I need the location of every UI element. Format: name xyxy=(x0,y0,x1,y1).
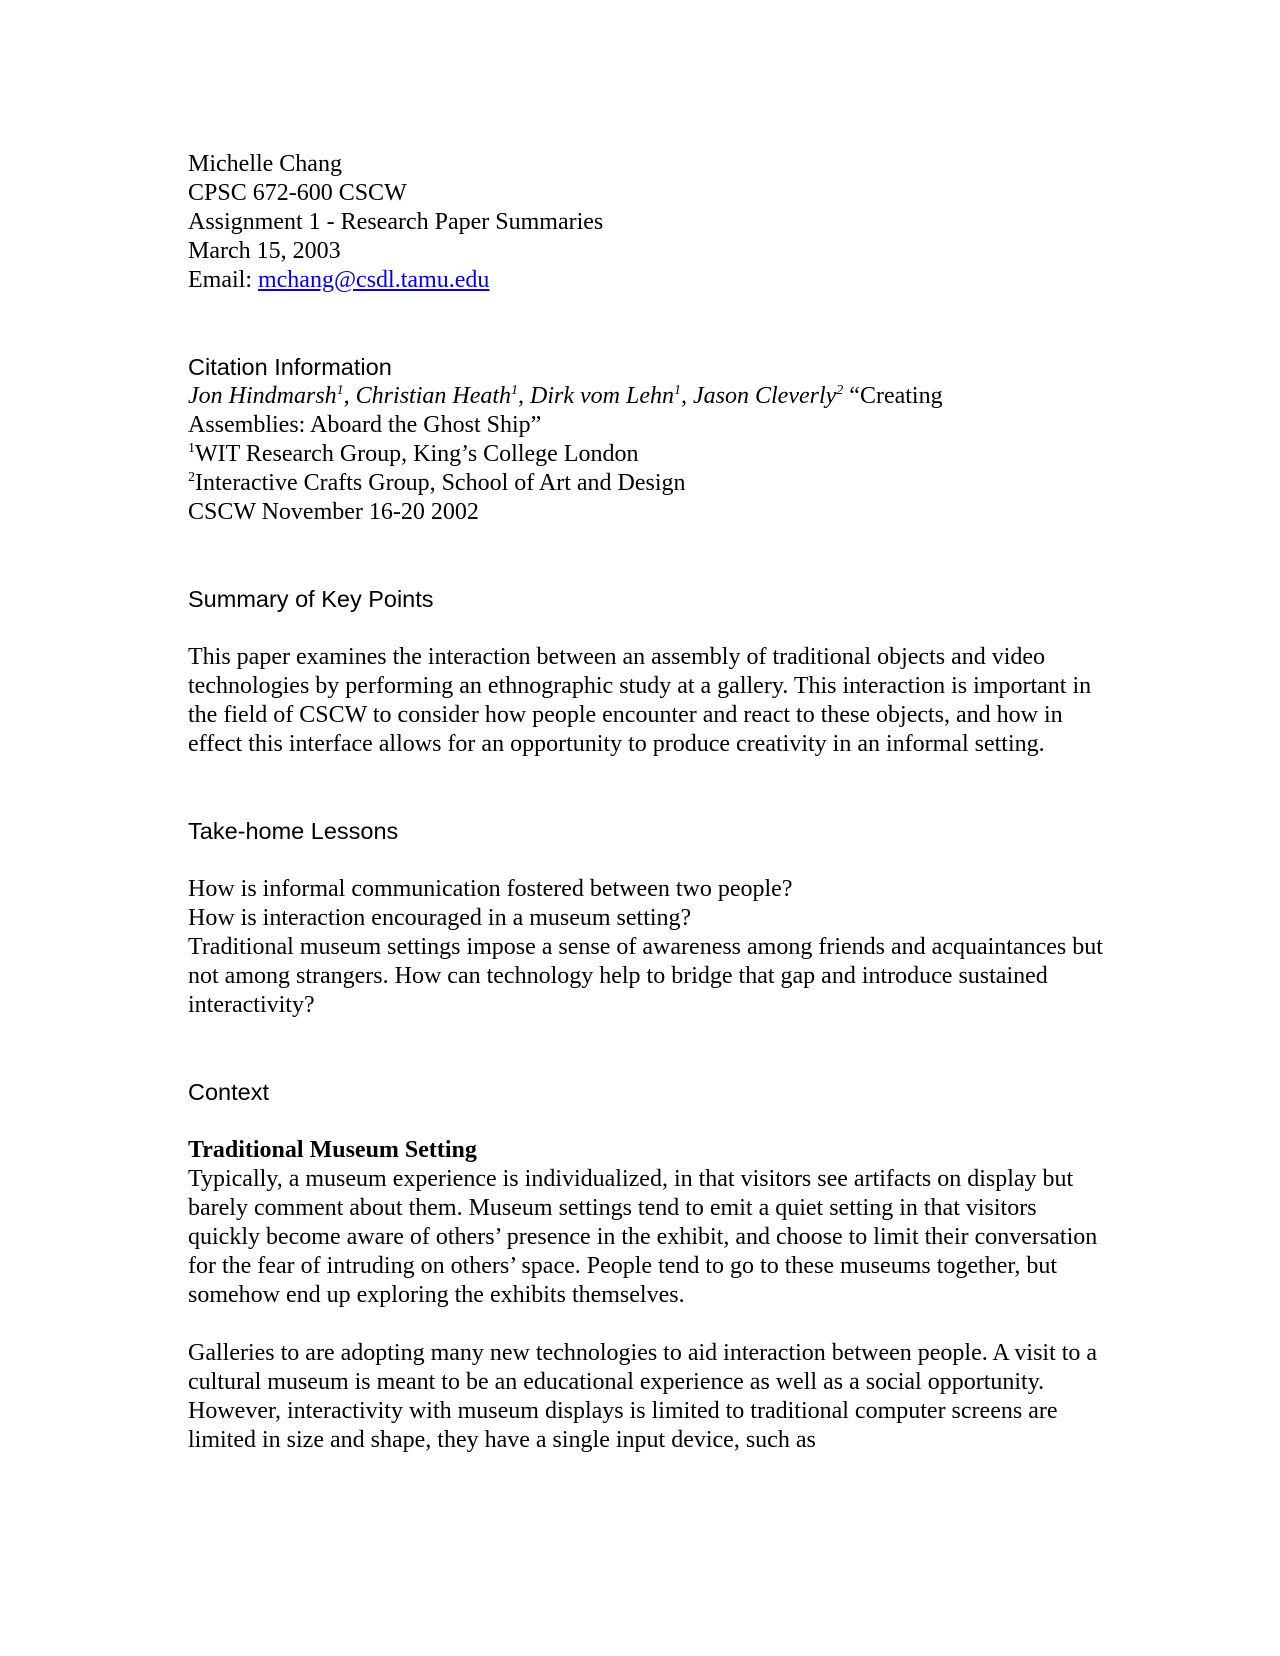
context-paragraph-1: Typically, a museum experience is individualized, in that visitors see artifacts on display but barely comment about them. Museum settings tend to emit a quiet setting in that visitors quickly become aware of others’ presence in the exhibit, and choose to limit their conversation for the fear of intruding on others’ space. People tend to go to these museums together, but somehow end up exploring the exhibits themselves. xyxy=(188,1166,1098,1308)
summary-section xyxy=(188,585,1108,759)
summary-paragraph: This paper examines the interaction between an assembly of traditional objects and video technologies by performing an ethnographic study at a gallery. This interaction is important in the field of CSCW to consider how people encounter and react to these objects, and how in effect this interface allows for an opportunity to produce creativity in an informal setting. xyxy=(188,644,1092,757)
author-name: Michelle Chang xyxy=(188,151,342,177)
affiliation-text: Interactive Crafts Group, School of Art and Design xyxy=(195,470,686,496)
author-superscript: 2 xyxy=(836,383,844,398)
lessons-heading: Take-home Lessons xyxy=(188,818,399,844)
affiliation-2 xyxy=(188,469,1108,498)
course-code: CPSC 672-600 CSCW xyxy=(188,180,407,206)
header-block xyxy=(188,150,1108,295)
author-superscript: 1 xyxy=(511,383,519,398)
lesson-question-2: How is interaction encouraged in a museum setting? xyxy=(188,905,692,931)
lessons-section xyxy=(188,817,1108,1020)
author-separator: , xyxy=(343,383,356,409)
author-separator: , xyxy=(681,383,693,409)
email-label: Email: xyxy=(188,267,258,293)
paper-title-start: “Creating xyxy=(843,383,943,409)
context-paragraph-2: Galleries to are adopting many new technologies to aid interaction between people. A visit to a cultural museum is meant to be an educational experience as well as a social opportunity. However, interactivity with museum displays is limited to traditional computer screens are limited in size and shape, they have a single input device, such as xyxy=(188,1340,1098,1453)
citation-author: Jason Cleverly xyxy=(693,383,837,409)
paper-title-end: Assemblies: Aboard the Ghost Ship” xyxy=(188,412,542,438)
citation-author: Jon Hindmarsh xyxy=(188,383,337,409)
citation-authors-line xyxy=(188,382,1108,411)
email-line xyxy=(188,266,1108,295)
assignment-title: Assignment 1 - Research Paper Summaries xyxy=(188,209,604,235)
affiliation-superscript: 2 xyxy=(188,470,195,485)
author-separator: , xyxy=(518,383,531,409)
affiliation-text: WIT Research Group, King’s College London xyxy=(195,441,639,467)
context-heading: Context xyxy=(188,1079,269,1105)
lesson-question-1: How is informal communication fostered between two people? xyxy=(188,876,793,902)
citation-author: Christian Heath xyxy=(355,383,512,409)
affiliation-1 xyxy=(188,440,1108,469)
citation-author: Dirk vom Lehn xyxy=(530,383,674,409)
document-page xyxy=(188,150,1108,1455)
email-link[interactable]: mchang@csdl.tamu.edu xyxy=(257,267,490,293)
submission-date: March 15, 2003 xyxy=(188,238,341,264)
citation-venue: CSCW November 16-20 2002 xyxy=(188,499,479,525)
summary-heading: Summary of Key Points xyxy=(188,586,434,612)
lesson-question-3: Traditional museum settings impose a sense of awareness among friends and acquaintances but not among strangers. How can technology help to bridge that gap and introduce sustained interactivity? xyxy=(188,934,1103,1018)
author-superscript: 1 xyxy=(674,383,681,398)
author-superscript: 1 xyxy=(336,383,344,398)
affiliation-superscript: 1 xyxy=(188,441,195,456)
citation-section xyxy=(188,353,1108,527)
citation-heading: Citation Information xyxy=(188,354,392,380)
context-subheading: Traditional Museum Setting xyxy=(188,1137,477,1163)
context-section xyxy=(188,1078,1108,1455)
